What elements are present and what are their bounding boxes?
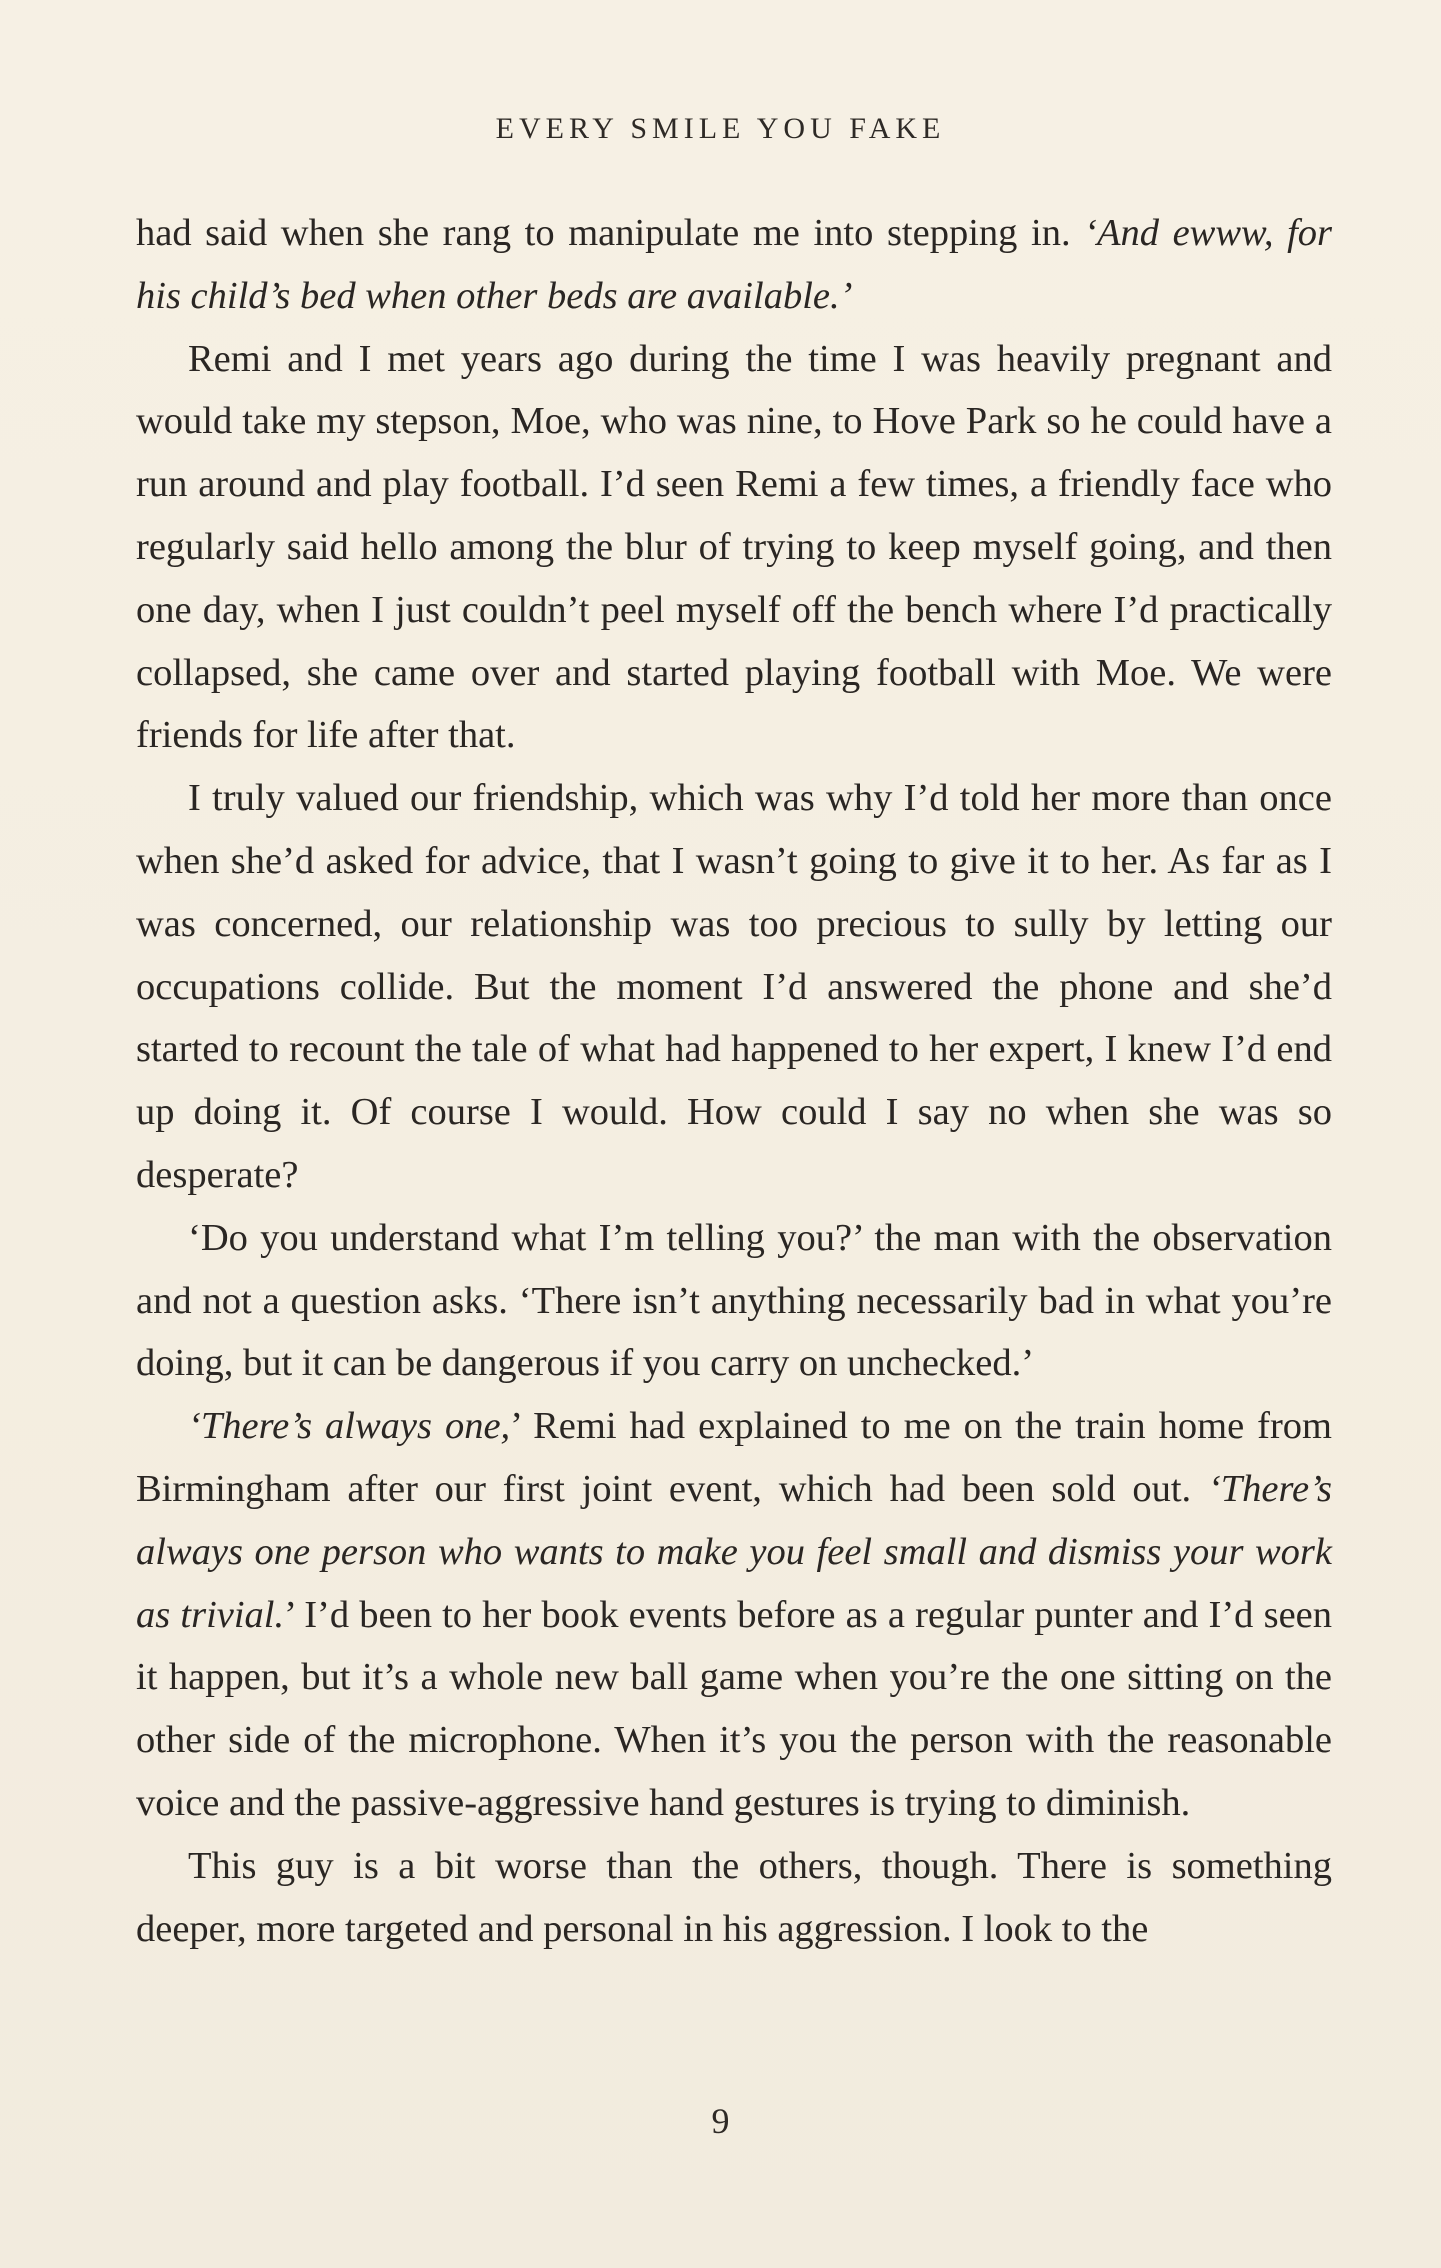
text-span: ‘Do you understand what I’m telling you?’ the man with the observation and not a question asks. ‘There isn’t anything necessarily bad in what you’re doing, but it can be dangerous if you carry on unchecked.’	[136, 1216, 1332, 1385]
paragraph	[136, 1395, 1332, 1835]
paragraph	[136, 202, 1332, 328]
paragraph	[136, 767, 1332, 1207]
text-span: This guy is a bit worse than the others, though. There is something deeper, more targeted and personal in his aggression. I look to the	[136, 1844, 1332, 1950]
page-number: 9	[711, 2101, 730, 2141]
body-text	[136, 202, 1332, 1960]
paragraph	[136, 1835, 1332, 1961]
paragraph	[136, 1207, 1332, 1395]
text-span: ’ Remi had explained to me on the train home from Birmingham after our first joint event, which had been sold out.	[136, 1405, 1332, 1510]
text-span: Remi and I met years ago during the time I was heavily pregnant and would take my stepson, Moe, who was nine, to Hove Park so he could have a run around and play football. I’d seen Remi a few times, a friendly face who regularly said hello among the blur of trying to keep myself going, and then one day, when I just couldn’t peel myself off the bench where I’d practically collapsed, she came over and started playing football with Moe. We were friends for life after that.	[136, 337, 1332, 757]
text-span: ’ I’d been to her book events before as a regular punter and I’d seen it happen, but it’s a whole new ball game when you’re the one sitting on the other side of the microphone. When it’s you the person with the reasonable voice and the passive-aggressive hand gestures is trying to diminish.	[136, 1593, 1332, 1824]
paragraph	[136, 328, 1332, 768]
italic-span: ‘And ewww, for his child’s bed when other beds are available.’	[136, 212, 1332, 317]
italic-span: ‘There’s always one,	[188, 1405, 511, 1448]
italic-span: ‘There’s always one person who wants to make you feel small and dismiss your work as trivial.	[136, 1467, 1332, 1636]
text-span: I truly valued our friendship, which was why I’d told her more than once when she’d asked for advice, that I wasn’t going to give it to her. As far as I was concerned, our relationship was too precious to sully by letting our occupations collide. But the moment I’d answered the phone and she’d started to recount the tale of what had happened to her expert, I knew I’d end up doing it. Of course I would. How could I say no when she was so desperate?	[136, 777, 1332, 1196]
running-head: EVERY SMILE YOU FAKE	[495, 112, 946, 145]
text-span: had said when she rang to manipulate me into stepping in.	[136, 212, 1085, 254]
